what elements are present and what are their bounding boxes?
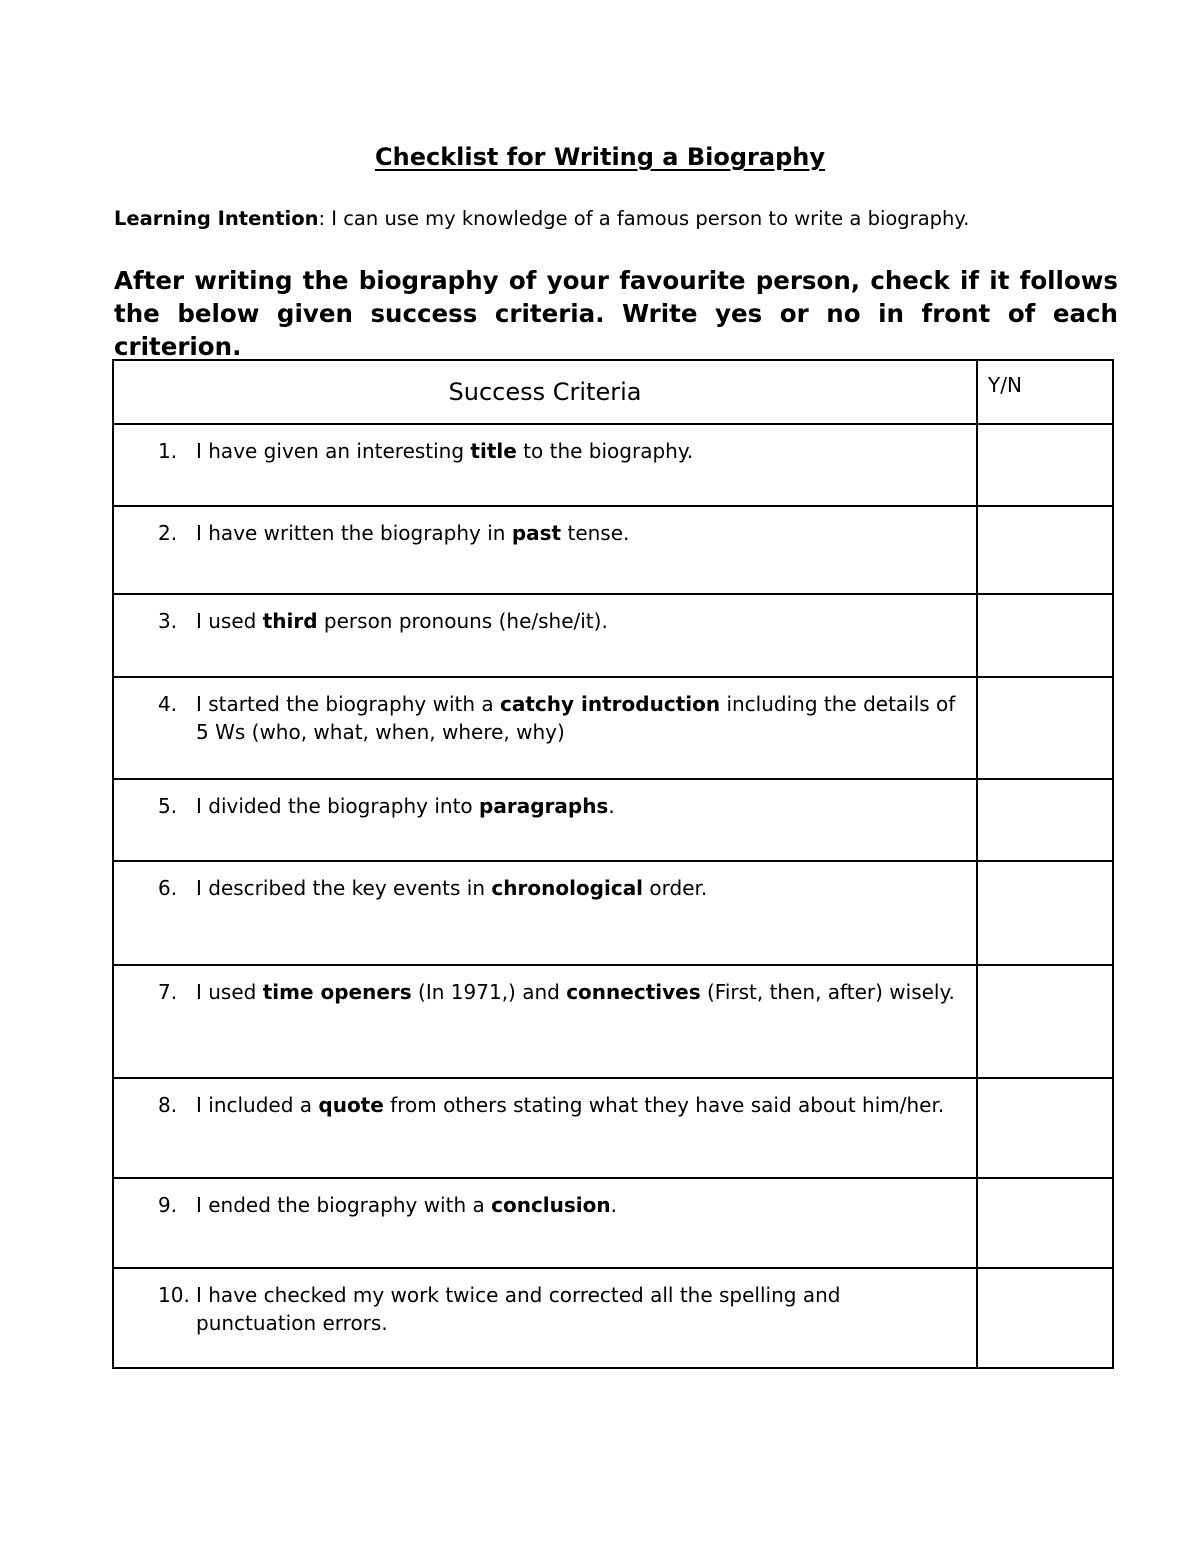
criterion-text xyxy=(196,980,955,1004)
criterion-item xyxy=(114,690,976,746)
criterion-item xyxy=(114,1191,976,1219)
criterion-cell xyxy=(113,965,977,1078)
criterion-text-part: I included a xyxy=(196,1093,319,1117)
table-row xyxy=(113,506,1113,594)
yes-no-answer-cell[interactable] xyxy=(977,506,1113,594)
criterion-number: 4. xyxy=(158,692,178,716)
table-header-row xyxy=(113,360,1113,424)
header-success-criteria: Success Criteria xyxy=(113,360,977,424)
criterion-keyword: title xyxy=(470,439,517,463)
table-row xyxy=(113,1268,1113,1368)
criterion-number: 6. xyxy=(158,876,178,900)
criterion-number: 9. xyxy=(158,1193,178,1217)
criterion-cell xyxy=(113,861,977,965)
table-row xyxy=(113,965,1113,1078)
criterion-item xyxy=(114,1281,976,1337)
criterion-number: 8. xyxy=(158,1093,178,1117)
criterion-item xyxy=(114,792,976,820)
table-row xyxy=(113,677,1113,779)
criterion-text-part: tense. xyxy=(561,521,630,545)
criterion-cell xyxy=(113,677,977,779)
criterion-keyword: paragraphs xyxy=(479,794,609,818)
criterion-number: 1. xyxy=(158,439,178,463)
table-row xyxy=(113,594,1113,677)
criterion-keyword: connectives xyxy=(566,980,701,1004)
criterion-keyword: chronological xyxy=(491,876,644,900)
learning-intention-colon: : xyxy=(318,207,332,230)
criterion-item xyxy=(114,437,976,465)
criterion-text xyxy=(196,439,693,463)
criterion-keyword: catchy introduction xyxy=(500,692,721,716)
table-row xyxy=(113,1178,1113,1268)
page-title: Checklist for Writing a Biography xyxy=(375,143,825,171)
criterion-keyword: third xyxy=(262,609,318,633)
criterion-text-part: including the details of 5 Ws (who, what, when, where, why) xyxy=(196,692,956,744)
header-yes-no: Y/N xyxy=(977,360,1113,424)
criterion-text-part: . xyxy=(608,794,615,818)
yes-no-answer-cell[interactable] xyxy=(977,677,1113,779)
criterion-cell xyxy=(113,594,977,677)
criterion-item xyxy=(114,1091,976,1119)
criterion-text-part: I started the biography with a xyxy=(196,692,501,716)
criterion-number: 3. xyxy=(158,609,178,633)
table-row xyxy=(113,424,1113,506)
yes-no-answer-cell[interactable] xyxy=(977,1078,1113,1178)
criterion-text xyxy=(196,609,608,633)
table-row xyxy=(113,779,1113,861)
criterion-number: 7. xyxy=(158,980,178,1004)
criterion-text xyxy=(196,794,615,818)
criterion-cell xyxy=(113,1268,977,1368)
criterion-text-part: from others stating what they have said about him/her. xyxy=(383,1093,945,1117)
yes-no-answer-cell[interactable] xyxy=(977,424,1113,506)
criterion-text xyxy=(196,1283,840,1335)
criterion-number: 10. xyxy=(158,1283,190,1307)
criterion-text-part: order. xyxy=(643,876,708,900)
criterion-text-part: I have written the biography in xyxy=(196,521,512,545)
criterion-text xyxy=(196,521,629,545)
criterion-text-part: (In 1971,) and xyxy=(411,980,567,1004)
criterion-keyword: quote xyxy=(318,1093,384,1117)
criterion-cell xyxy=(113,424,977,506)
criterion-text xyxy=(196,876,707,900)
criterion-item xyxy=(114,874,976,902)
criterion-text-part: I ended the biography with a xyxy=(196,1193,492,1217)
success-criteria-table xyxy=(112,359,1114,1369)
yes-no-answer-cell[interactable] xyxy=(977,779,1113,861)
criterion-number: 5. xyxy=(158,794,178,818)
criterion-text-part: I used xyxy=(196,609,263,633)
criterion-text xyxy=(196,1093,944,1117)
criterion-text-part: I have checked my work twice and corrected all the spelling and punctuation errors. xyxy=(196,1283,841,1335)
criterion-cell xyxy=(113,1078,977,1178)
yes-no-answer-cell[interactable] xyxy=(977,1178,1113,1268)
criterion-item xyxy=(114,978,976,1006)
table-row xyxy=(113,861,1113,965)
yes-no-answer-cell[interactable] xyxy=(977,594,1113,677)
yes-no-answer-cell[interactable] xyxy=(977,861,1113,965)
learning-intention xyxy=(114,207,969,230)
criterion-text-part: I described the key events in xyxy=(196,876,492,900)
criterion-item xyxy=(114,607,976,635)
criterion-keyword: conclusion xyxy=(491,1193,611,1217)
criterion-item xyxy=(114,519,976,547)
yes-no-answer-cell[interactable] xyxy=(977,1268,1113,1368)
criterion-text-part: I have given an interesting xyxy=(196,439,471,463)
criterion-number: 2. xyxy=(158,521,178,545)
criterion-text-part: . xyxy=(610,1193,617,1217)
criterion-keyword: time openers xyxy=(262,980,412,1004)
criterion-cell xyxy=(113,506,977,594)
table-row xyxy=(113,1078,1113,1178)
criterion-text-part: I divided the biography into xyxy=(196,794,480,818)
learning-intention-text: I can use my knowledge of a famous person to write a biography. xyxy=(331,207,970,230)
criterion-text xyxy=(196,692,955,744)
criterion-cell xyxy=(113,779,977,861)
learning-intention-label: Learning Intention xyxy=(114,207,319,230)
criterion-text-part: I used xyxy=(196,980,263,1004)
criterion-text-part: to the biography. xyxy=(516,439,694,463)
instructions-paragraph: After writing the biography of your favourite person, check if it follows the below given success criteria. Write yes or no in front of each criterion. xyxy=(114,266,1118,361)
yes-no-answer-cell[interactable] xyxy=(977,965,1113,1078)
criterion-text-part: person pronouns (he/she/it). xyxy=(317,609,608,633)
criterion-cell xyxy=(113,1178,977,1268)
criterion-text-part: (First, then, after) wisely. xyxy=(700,980,955,1004)
criterion-text xyxy=(196,1193,617,1217)
criterion-keyword: past xyxy=(511,521,562,545)
